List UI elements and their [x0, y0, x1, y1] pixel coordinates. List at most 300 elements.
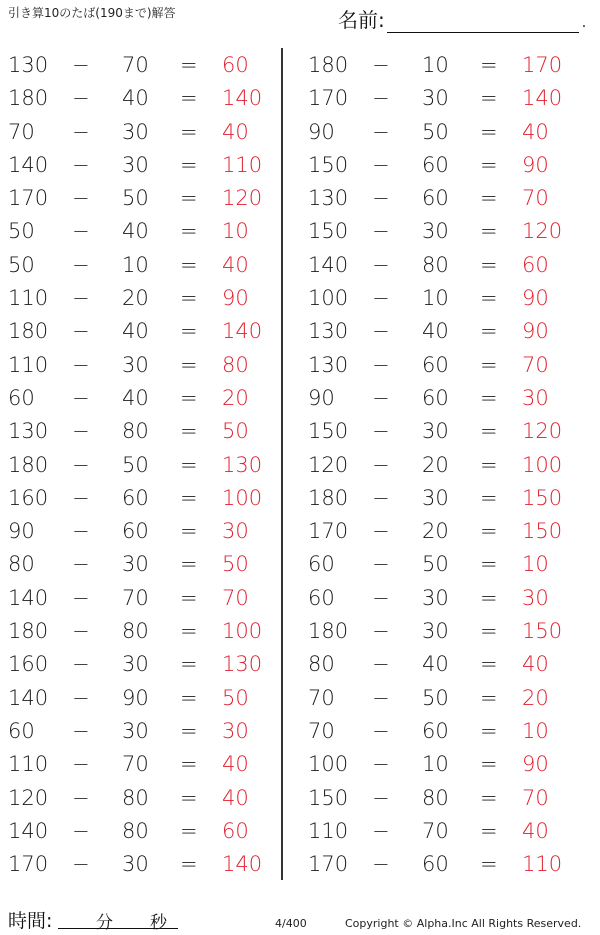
- subtrahend: 10: [122, 252, 149, 277]
- minus-sign: −: [72, 319, 90, 344]
- problem-row: [0, 482, 290, 515]
- minuend: 70: [308, 685, 335, 710]
- equals-sign: =: [180, 619, 198, 644]
- problem-row: [300, 382, 590, 415]
- problem-row: [0, 282, 290, 315]
- subtrahend: 80: [422, 252, 449, 277]
- name-underline: [387, 14, 579, 33]
- subtrahend: 30: [122, 119, 149, 144]
- problem-row: [300, 415, 590, 448]
- minus-sign: −: [72, 619, 90, 644]
- equals-sign: =: [480, 319, 498, 344]
- minuend: 130: [8, 53, 49, 77]
- problem-row: [0, 782, 290, 815]
- equals-sign: =: [180, 852, 198, 877]
- answer: 120: [522, 419, 563, 444]
- equals-sign: =: [480, 552, 498, 577]
- equals-sign: =: [480, 585, 498, 610]
- minuend: 180: [8, 452, 49, 477]
- problem-row: [0, 582, 290, 615]
- problem-row: [0, 116, 290, 149]
- minus-sign: −: [72, 519, 90, 544]
- minus-sign: −: [72, 219, 90, 244]
- problem-row: [300, 49, 590, 82]
- subtrahend: 70: [122, 585, 149, 610]
- minus-sign: −: [72, 852, 90, 877]
- worksheet-title: 引き算10のたば(190まで)解答: [8, 6, 176, 20]
- subtrahend: 80: [122, 818, 149, 843]
- subtrahend: 20: [422, 452, 449, 477]
- minuend: 180: [8, 319, 49, 344]
- equals-sign: =: [480, 718, 498, 743]
- equals-sign: =: [480, 785, 498, 810]
- subtrahend: 20: [422, 519, 449, 544]
- equals-sign: =: [180, 818, 198, 843]
- minus-sign: −: [372, 119, 390, 144]
- minus-sign: −: [372, 385, 390, 410]
- equals-sign: =: [180, 53, 198, 77]
- minuend: 110: [8, 752, 49, 777]
- problem-row: [300, 449, 590, 482]
- minus-sign: −: [72, 419, 90, 444]
- problem-row: [0, 215, 290, 248]
- equals-sign: =: [480, 286, 498, 311]
- equals-sign: =: [180, 286, 198, 311]
- subtrahend: 40: [122, 319, 149, 344]
- minuend: 130: [308, 319, 349, 344]
- problem-row: [300, 215, 590, 248]
- minuend: 80: [8, 552, 35, 577]
- problem-row: [0, 848, 290, 881]
- minus-sign: −: [72, 718, 90, 743]
- answer: 50: [222, 685, 249, 710]
- problem-row: [0, 515, 290, 548]
- subtrahend: 60: [422, 852, 449, 877]
- minuend: 140: [8, 585, 49, 610]
- minus-sign: −: [372, 485, 390, 510]
- minus-sign: −: [72, 818, 90, 843]
- problem-row: [300, 848, 590, 881]
- subtrahend: 30: [422, 585, 449, 610]
- minuend: 160: [8, 652, 49, 677]
- equals-sign: =: [180, 452, 198, 477]
- minus-sign: −: [72, 552, 90, 577]
- equals-sign: =: [180, 685, 198, 710]
- answer: 70: [222, 585, 249, 610]
- subtrahend: 80: [122, 619, 149, 644]
- equals-sign: =: [180, 718, 198, 743]
- minus-sign: −: [372, 252, 390, 277]
- copyright-notice: Copyright © Alpha.Inc All Rights Reserved.: [345, 917, 582, 930]
- subtrahend: 70: [122, 53, 149, 77]
- minus-sign: −: [372, 319, 390, 344]
- answer: 150: [522, 485, 563, 510]
- problem-row: [0, 149, 290, 182]
- subtrahend: 80: [422, 785, 449, 810]
- seconds-label: 秒: [150, 913, 167, 933]
- answer: 140: [522, 86, 563, 111]
- problem-row: [0, 449, 290, 482]
- subtrahend: 80: [122, 419, 149, 444]
- subtrahend: 30: [122, 852, 149, 877]
- answer: 70: [522, 186, 549, 211]
- minutes-label: 分: [96, 913, 113, 933]
- left-problem-column: [0, 49, 290, 881]
- subtrahend: 30: [422, 419, 449, 444]
- minuend: 80: [308, 652, 335, 677]
- subtrahend: 60: [422, 152, 449, 177]
- minus-sign: −: [372, 652, 390, 677]
- equals-sign: =: [480, 419, 498, 444]
- answer: 40: [222, 119, 249, 144]
- minus-sign: −: [372, 452, 390, 477]
- minus-sign: −: [372, 219, 390, 244]
- answer: 40: [522, 652, 549, 677]
- problem-row: [300, 615, 590, 648]
- problem-row: [0, 548, 290, 581]
- problem-row: [300, 682, 590, 715]
- minus-sign: −: [72, 452, 90, 477]
- answer: 40: [522, 119, 549, 144]
- subtrahend: 10: [422, 286, 449, 311]
- equals-sign: =: [180, 119, 198, 144]
- problem-row: [300, 182, 590, 215]
- answer: 30: [522, 585, 549, 610]
- answer: 50: [222, 552, 249, 577]
- problem-row: [0, 249, 290, 282]
- subtrahend: 70: [122, 752, 149, 777]
- minuend: 70: [308, 718, 335, 743]
- subtrahend: 50: [422, 552, 449, 577]
- equals-sign: =: [180, 385, 198, 410]
- minuend: 70: [8, 119, 35, 144]
- equals-sign: =: [480, 53, 498, 77]
- subtrahend: 30: [422, 619, 449, 644]
- equals-sign: =: [180, 785, 198, 810]
- subtrahend: 60: [422, 352, 449, 377]
- minuend: 90: [308, 119, 335, 144]
- answer: 10: [522, 718, 549, 743]
- minuend: 150: [308, 219, 349, 244]
- minuend: 170: [308, 86, 349, 111]
- minus-sign: −: [72, 385, 90, 410]
- equals-sign: =: [480, 752, 498, 777]
- answer: 80: [222, 352, 249, 377]
- equals-sign: =: [480, 252, 498, 277]
- subtrahend: 50: [122, 452, 149, 477]
- subtrahend: 40: [122, 385, 149, 410]
- minus-sign: −: [72, 186, 90, 211]
- answer: 50: [222, 419, 249, 444]
- equals-sign: =: [480, 452, 498, 477]
- answer: 30: [222, 718, 249, 743]
- problem-row: [300, 116, 590, 149]
- minus-sign: −: [72, 286, 90, 311]
- equals-sign: =: [480, 485, 498, 510]
- minuend: 110: [8, 286, 49, 311]
- equals-sign: =: [180, 152, 198, 177]
- subtrahend: 10: [422, 752, 449, 777]
- equals-sign: =: [180, 552, 198, 577]
- subtrahend: 60: [422, 385, 449, 410]
- answer: 40: [222, 785, 249, 810]
- minuend: 180: [308, 53, 349, 77]
- minuend: 180: [8, 619, 49, 644]
- answer: 90: [522, 286, 549, 311]
- subtrahend: 40: [422, 652, 449, 677]
- answer: 90: [522, 319, 549, 344]
- subtrahend: 30: [122, 152, 149, 177]
- answer: 40: [222, 752, 249, 777]
- minus-sign: −: [372, 186, 390, 211]
- answer: 100: [222, 619, 263, 644]
- minus-sign: −: [72, 685, 90, 710]
- answer: 130: [222, 452, 263, 477]
- problem-row: [0, 748, 290, 781]
- minuend: 150: [308, 419, 349, 444]
- minuend: 110: [8, 352, 49, 377]
- subtrahend: 30: [122, 352, 149, 377]
- minuend: 110: [308, 818, 349, 843]
- problem-row: [300, 715, 590, 748]
- subtrahend: 60: [122, 519, 149, 544]
- minus-sign: −: [372, 519, 390, 544]
- answer: 120: [222, 186, 263, 211]
- minuend: 90: [308, 385, 335, 410]
- answer: 90: [222, 286, 249, 311]
- minus-sign: −: [72, 752, 90, 777]
- minus-sign: −: [72, 152, 90, 177]
- problem-row: [300, 782, 590, 815]
- answer: 140: [222, 319, 263, 344]
- minuend: 50: [8, 219, 35, 244]
- minus-sign: −: [372, 552, 390, 577]
- problem-row: [0, 682, 290, 715]
- name-label: 名前:: [338, 8, 385, 32]
- right-problem-column: [300, 49, 590, 881]
- minuend: 150: [308, 785, 349, 810]
- problem-row: [0, 349, 290, 382]
- minus-sign: −: [372, 718, 390, 743]
- problem-row: [0, 49, 290, 82]
- answer: 90: [522, 152, 549, 177]
- minuend: 50: [8, 252, 35, 277]
- minuend: 130: [308, 186, 349, 211]
- minuend: 60: [308, 552, 335, 577]
- minus-sign: −: [372, 785, 390, 810]
- answer: 170: [522, 53, 563, 77]
- equals-sign: =: [480, 352, 498, 377]
- equals-sign: =: [180, 519, 198, 544]
- minus-sign: −: [372, 352, 390, 377]
- minuend: 170: [308, 852, 349, 877]
- problem-row: [0, 648, 290, 681]
- subtrahend: 10: [422, 53, 449, 77]
- problem-row: [0, 815, 290, 848]
- minuend: 130: [308, 352, 349, 377]
- minus-sign: −: [72, 352, 90, 377]
- subtrahend: 20: [122, 286, 149, 311]
- subtrahend: 80: [122, 785, 149, 810]
- subtrahend: 50: [122, 186, 149, 211]
- answer: 100: [222, 485, 263, 510]
- problem-row: [0, 82, 290, 115]
- minus-sign: −: [372, 419, 390, 444]
- answer: 30: [222, 519, 249, 544]
- answer: 130: [222, 652, 263, 677]
- answer: 40: [222, 252, 249, 277]
- minus-sign: −: [72, 252, 90, 277]
- subtrahend: 30: [422, 86, 449, 111]
- minuend: 180: [8, 86, 49, 111]
- name-end-dot: .: [581, 15, 587, 31]
- minus-sign: −: [372, 585, 390, 610]
- minus-sign: −: [372, 752, 390, 777]
- problem-row: [0, 715, 290, 748]
- answer: 120: [522, 219, 563, 244]
- subtrahend: 90: [122, 685, 149, 710]
- equals-sign: =: [480, 852, 498, 877]
- minus-sign: −: [372, 619, 390, 644]
- minus-sign: −: [72, 119, 90, 144]
- minus-sign: −: [72, 53, 90, 77]
- answer: 10: [522, 552, 549, 577]
- problem-row: [300, 515, 590, 548]
- equals-sign: =: [480, 119, 498, 144]
- minuend: 180: [308, 619, 349, 644]
- equals-sign: =: [180, 86, 198, 111]
- answer: 30: [522, 385, 549, 410]
- answer: 40: [522, 818, 549, 843]
- answer: 60: [522, 252, 549, 277]
- equals-sign: =: [480, 619, 498, 644]
- problem-row: [300, 249, 590, 282]
- minuend: 170: [8, 186, 49, 211]
- minuend: 90: [8, 519, 35, 544]
- subtrahend: 30: [122, 652, 149, 677]
- minus-sign: −: [372, 685, 390, 710]
- minuend: 120: [8, 785, 49, 810]
- equals-sign: =: [480, 519, 498, 544]
- problem-row: [300, 815, 590, 848]
- problem-row: [300, 315, 590, 348]
- minus-sign: −: [72, 652, 90, 677]
- subtrahend: 60: [122, 485, 149, 510]
- time-label: 時間:: [8, 910, 53, 932]
- minuend: 180: [308, 485, 349, 510]
- minuend: 60: [8, 385, 35, 410]
- subtrahend: 60: [422, 186, 449, 211]
- minuend: 160: [8, 485, 49, 510]
- subtrahend: 40: [422, 319, 449, 344]
- minus-sign: −: [372, 852, 390, 877]
- answer: 100: [522, 452, 563, 477]
- subtrahend: 30: [122, 552, 149, 577]
- answer: 140: [222, 852, 263, 877]
- problem-row: [0, 182, 290, 215]
- problem-row: [0, 415, 290, 448]
- minuend: 100: [308, 752, 349, 777]
- answer: 20: [222, 385, 249, 410]
- answer: 110: [222, 152, 263, 177]
- answer: 90: [522, 752, 549, 777]
- minuend: 100: [308, 286, 349, 311]
- problem-row: [300, 648, 590, 681]
- minuend: 130: [8, 419, 49, 444]
- problem-row: [300, 349, 590, 382]
- page-number: 4/400: [275, 917, 307, 930]
- equals-sign: =: [180, 585, 198, 610]
- answer: 70: [522, 785, 549, 810]
- answer: 60: [222, 818, 249, 843]
- minus-sign: −: [72, 785, 90, 810]
- answer: 10: [222, 219, 249, 244]
- answer: 140: [222, 86, 263, 111]
- equals-sign: =: [180, 252, 198, 277]
- equals-sign: =: [480, 685, 498, 710]
- minus-sign: −: [372, 818, 390, 843]
- problem-row: [0, 615, 290, 648]
- subtrahend: 30: [122, 718, 149, 743]
- problem-row: [300, 482, 590, 515]
- answer: 110: [522, 852, 563, 877]
- minuend: 170: [308, 519, 349, 544]
- answer: 20: [522, 685, 549, 710]
- name-field: [338, 4, 586, 33]
- equals-sign: =: [480, 186, 498, 211]
- minus-sign: −: [372, 152, 390, 177]
- minus-sign: −: [372, 53, 390, 77]
- equals-sign: =: [180, 352, 198, 377]
- minus-sign: −: [372, 286, 390, 311]
- minuend: 150: [308, 152, 349, 177]
- problem-row: [300, 548, 590, 581]
- minuend: 60: [8, 718, 35, 743]
- subtrahend: 40: [122, 219, 149, 244]
- problem-row: [300, 82, 590, 115]
- equals-sign: =: [180, 186, 198, 211]
- equals-sign: =: [180, 485, 198, 510]
- minuend: 140: [8, 818, 49, 843]
- minus-sign: −: [72, 485, 90, 510]
- subtrahend: 70: [422, 818, 449, 843]
- equals-sign: =: [480, 152, 498, 177]
- minus-sign: −: [72, 86, 90, 111]
- minuend: 60: [308, 585, 335, 610]
- subtrahend: 50: [422, 119, 449, 144]
- answer: 70: [522, 352, 549, 377]
- answer: 150: [522, 619, 563, 644]
- minuend: 140: [8, 685, 49, 710]
- problem-row: [0, 315, 290, 348]
- equals-sign: =: [180, 752, 198, 777]
- minuend: 170: [8, 852, 49, 877]
- problem-row: [300, 748, 590, 781]
- equals-sign: =: [480, 219, 498, 244]
- problem-row: [300, 282, 590, 315]
- equals-sign: =: [180, 219, 198, 244]
- subtrahend: 40: [122, 86, 149, 111]
- minuend: 140: [308, 252, 349, 277]
- minus-sign: −: [372, 86, 390, 111]
- subtrahend: 60: [422, 718, 449, 743]
- minuend: 140: [8, 152, 49, 177]
- equals-sign: =: [180, 319, 198, 344]
- problem-row: [300, 149, 590, 182]
- problem-row: [0, 382, 290, 415]
- equals-sign: =: [480, 385, 498, 410]
- equals-sign: =: [180, 652, 198, 677]
